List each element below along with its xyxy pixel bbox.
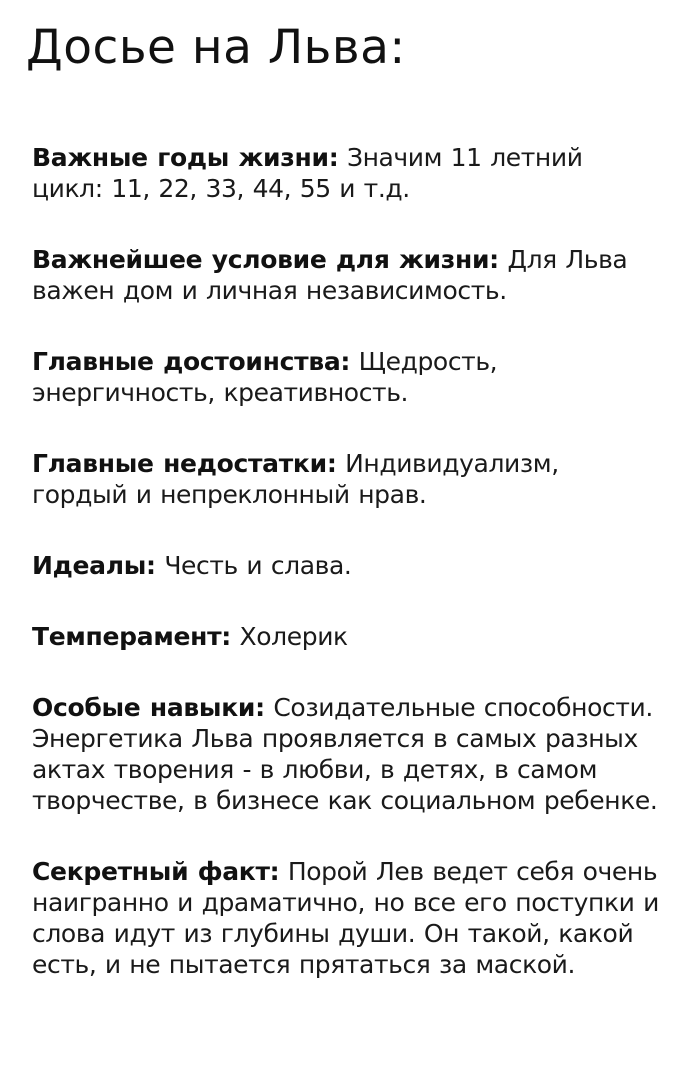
- entry-text: Созидательные способности. Энергетика Льва проявляется в самых разных актах творения - в любви, в детях, в самом творчестве, в бизнесе как социальном ребенке.: [32, 693, 658, 815]
- entry-ideals: [32, 550, 660, 581]
- entry-label: Главные недостатки:: [32, 449, 337, 478]
- entry-label: Главные достоинства:: [32, 347, 351, 376]
- entry-virtues: [32, 346, 660, 408]
- entry-important-years: [32, 142, 660, 204]
- entry-text: Честь и слава.: [164, 551, 352, 580]
- entry-text: Холерик: [239, 622, 348, 651]
- entry-label: Особые навыки:: [32, 693, 265, 722]
- entry-text: Для Льва важен дом и личная независимость.: [32, 245, 628, 305]
- dossier-entries: [26, 142, 660, 980]
- entry-text: Значим 11 летний цикл: 11, 22, 33, 44, 55 и т.д.: [32, 143, 583, 203]
- entry-special-skills: [32, 692, 660, 816]
- entry-label: Идеалы:: [32, 551, 156, 580]
- entry-text: Индивидуализм, гордый и непреклонный нрав.: [32, 449, 559, 509]
- entry-text: Щедрость, энергичность, креативность.: [32, 347, 498, 407]
- page-title: Досье на Льва:: [26, 20, 406, 75]
- entry-label: Важные годы жизни:: [32, 143, 339, 172]
- entry-secret-fact: [32, 856, 660, 980]
- entry-life-condition: [32, 244, 660, 306]
- entry-label: Секретный факт:: [32, 857, 280, 886]
- entry-temperament: [32, 621, 660, 652]
- entry-label: Темперамент:: [32, 622, 231, 651]
- entry-label: Важнейшее условие для жизни:: [32, 245, 499, 274]
- entry-text: Порой Лев ведет себя очень наигранно и драматично, но все его поступки и слова идут из глубины души. Он такой, какой есть, и не пытается прятаться за маской.: [32, 857, 659, 979]
- entry-flaws: [32, 448, 660, 510]
